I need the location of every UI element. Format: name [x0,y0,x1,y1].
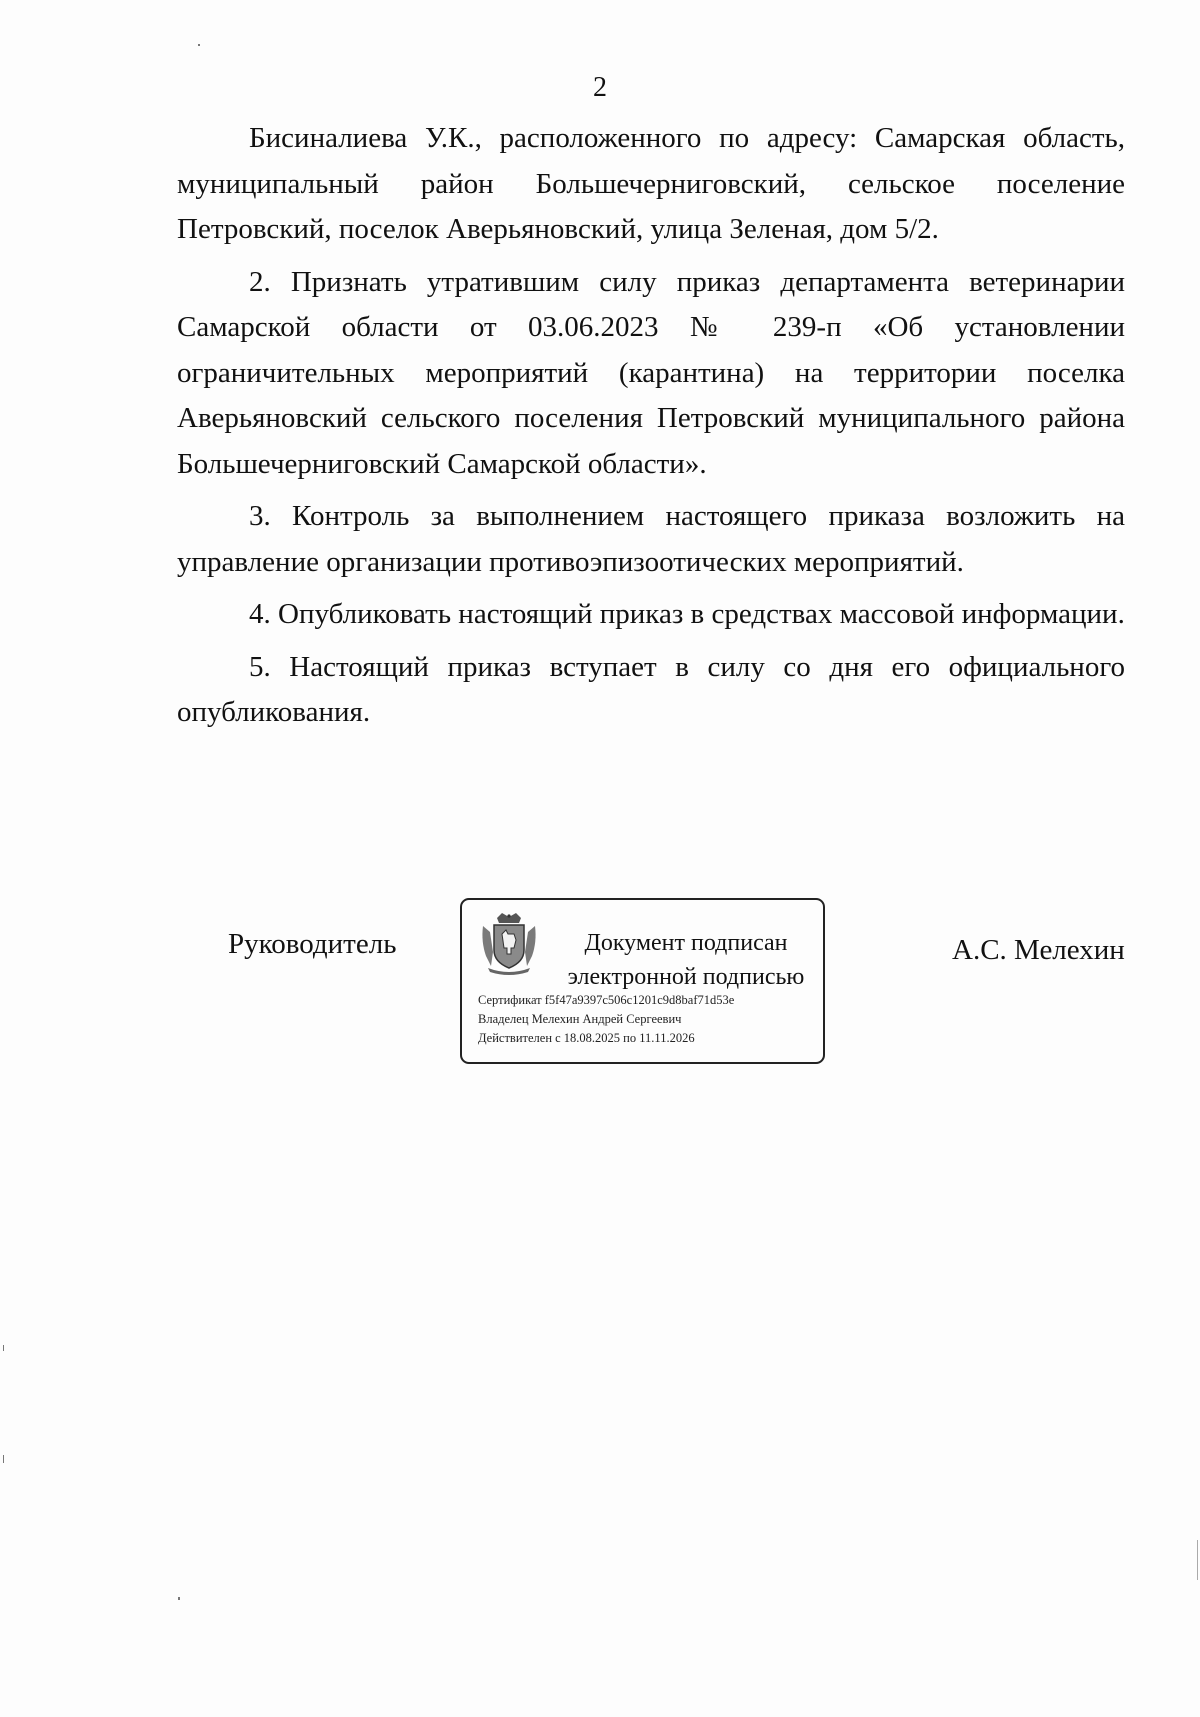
stamp-title-line1: Документ подписан [584,930,788,956]
scan-mark [1197,1540,1198,1580]
samara-coat-of-arms-icon [480,912,538,976]
scan-mark [3,1345,4,1351]
stamp-title-line2: электронной подписью [567,964,805,990]
scan-mark [178,1597,180,1600]
stamp-title [562,926,810,994]
document-body [177,116,1125,743]
certificate-owner: Владелец Мелехин Андрей Сергеевич [478,1012,682,1026]
paragraph-item-5: 5. Настоящий приказ вступает в силу со дня его официального опубликования. [177,650,1125,728]
certificate-number: Сертификат f5f47a9397c506c1201c9d8baf71d53e [478,993,735,1007]
signature-block [0,898,1200,1073]
paragraph-continuation: Бисиналиева У.К., расположенного по адресу: Самарская область, муниципальный район Большечерниговский, сельское поселение Петровский, поселок Аверьяновский, улица Зеленая, дом 5/2. [177,122,1125,245]
scan-mark [3,1455,4,1463]
paragraph-item-2: 2. Признать утратившим силу приказ департамента ветеринарии Самарской области от 03.06.2023 № 239-п «Об установлении ограничительных мероприятий (карантина) на территории поселка Аверьяновский сельского поселения Петровский муниципального района Большечерниговский Самарской области». [177,265,1125,480]
paragraph-item-4: 4. Опубликовать настоящий приказ в средствах массовой информации. [249,598,1125,630]
signer-position: Руководитель [228,928,397,960]
scan-mark [198,44,200,46]
page-number: 2 [593,72,607,103]
signer-name: А.С. Мелехин [952,934,1125,966]
electronic-signature-stamp [460,898,825,1064]
certificate-validity: Действителен с 18.08.2025 по 11.11.2026 [478,1031,695,1045]
paragraph-item-3: 3. Контроль за выполнением настоящего приказа возложить на управление организации противоэпизоотических мероприятий. [177,500,1125,578]
